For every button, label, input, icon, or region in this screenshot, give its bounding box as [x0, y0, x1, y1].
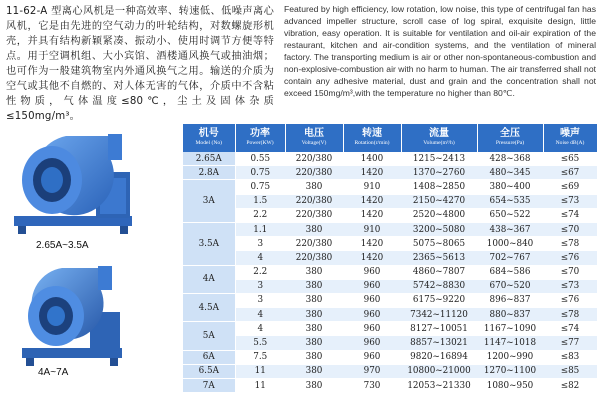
table-cell: 0.75: [235, 166, 285, 180]
table-cell: 380: [285, 180, 343, 194]
model-cell: 2.65A: [183, 152, 235, 166]
table-cell: 380: [285, 222, 343, 236]
column-header-cn: 噪声: [560, 128, 580, 139]
column-header-cn: 电压: [304, 128, 324, 139]
model-cell: 4.5A: [183, 293, 235, 321]
table-cell: 480~345: [477, 166, 543, 180]
table-cell: 3200~5080: [401, 222, 477, 236]
table-cell: 7.5: [235, 350, 285, 364]
table-cell: 1370~2760: [401, 166, 477, 180]
table-row: [183, 336, 597, 350]
table-cell: 1200~990: [477, 350, 543, 364]
table-cell: 6175~9220: [401, 293, 477, 307]
table-cell: 1.1: [235, 222, 285, 236]
table-row: [183, 180, 597, 194]
column-header: [477, 124, 543, 152]
table-cell: 3: [235, 293, 285, 307]
table-cell: 896~837: [477, 293, 543, 307]
table-cell: ≤83: [543, 350, 597, 364]
column-header-cn: 机号: [198, 128, 219, 139]
table-cell: 654~535: [477, 194, 543, 208]
column-header: [401, 124, 477, 152]
table-row: [183, 279, 597, 293]
column-header-cn: 全压: [500, 128, 520, 139]
table-cell: 220/380: [285, 194, 343, 208]
table-cell: 960: [343, 350, 401, 364]
table-cell: 4: [235, 308, 285, 322]
table-row: [183, 293, 597, 307]
table-cell: 2150~4270: [401, 194, 477, 208]
table-cell: 8857~13021: [401, 336, 477, 350]
table-cell: 380: [285, 265, 343, 279]
table-cell: 438~367: [477, 222, 543, 236]
table-cell: 1400: [343, 152, 401, 166]
column-header-en: Pressure(Pa): [495, 140, 525, 146]
table-row: [183, 237, 597, 251]
table-cell: 12053~21330: [401, 379, 477, 393]
table-cell: 8127~10051: [401, 322, 477, 336]
column-header-en: Model (No): [195, 140, 223, 146]
table-cell: ≤65: [543, 152, 597, 166]
table-row: [183, 265, 597, 279]
table-cell: 0.75: [235, 180, 285, 194]
model-cell: 3A: [183, 180, 235, 223]
table-cell: 380: [285, 279, 343, 293]
centrifugal-fan-image-large: [12, 262, 142, 370]
model-cell: 4A: [183, 265, 235, 293]
table-cell: ≤74: [543, 208, 597, 222]
column-header-en: Noise dB(A): [555, 140, 585, 146]
table-cell: 960: [343, 265, 401, 279]
table-cell: 9820~16894: [401, 350, 477, 364]
table-cell: 1420: [343, 237, 401, 251]
table-cell: ≤76: [543, 251, 597, 265]
table-cell: 910: [343, 222, 401, 236]
table-cell: 5.5: [235, 336, 285, 350]
table-cell: 380: [285, 379, 343, 393]
table-cell: ≤67: [543, 166, 597, 180]
column-header: [543, 124, 597, 152]
table-cell: 380: [285, 308, 343, 322]
table-cell: 380: [285, 364, 343, 378]
column-header-en: Rotation(r/min): [354, 140, 390, 146]
table-cell: 2520~4800: [401, 208, 477, 222]
column-header: [343, 124, 401, 152]
column-header-cn: 流量: [429, 128, 449, 139]
table-cell: 5075~8065: [401, 237, 477, 251]
table-cell: 960: [343, 279, 401, 293]
table-cell: 10800~21000: [401, 364, 477, 378]
model-cell: 6A: [183, 350, 235, 364]
model-cell: 7A: [183, 379, 235, 393]
table-cell: 1215~2413: [401, 152, 477, 166]
table-cell: 1408~2850: [401, 180, 477, 194]
table-row: [183, 364, 597, 378]
table-cell: 380: [285, 322, 343, 336]
table-cell: ≤70: [543, 222, 597, 236]
table-cell: 3: [235, 279, 285, 293]
table-cell: 220/380: [285, 208, 343, 222]
model-cell: 6.5A: [183, 364, 235, 378]
table-cell: ≤76: [543, 293, 597, 307]
intro-chinese: 11-62-A 型离心风机是一种高效率、转速低、低噪声离心风机，它是由先进的空气动力的叶轮结构，对数螺旋形机壳，并具有结构新颖紧凑、振动小、使用时调节方便等特点。用于空调机组、大小宾馆、酒楼通风换气或抽油烟；也可作为一般建筑物室内外通风换气之用。输送的介质为空气或其他不自燃的、对人体无害的气体，介质中不含粘性物质，气体温度≤80℃，尘土及固体杂质≤150mg/m³。: [6, 6, 274, 122]
table-cell: 220/380: [285, 237, 343, 251]
table-cell: 1420: [343, 251, 401, 265]
table-cell: 4: [235, 251, 285, 265]
table-cell: 4860~7807: [401, 265, 477, 279]
table-cell: ≤85: [543, 364, 597, 378]
table-row: [183, 166, 597, 180]
table-cell: 7342~11120: [401, 308, 477, 322]
table-cell: ≤74: [543, 322, 597, 336]
table-row: [183, 322, 597, 336]
table-cell: ≤73: [543, 194, 597, 208]
table-cell: 0.55: [235, 152, 285, 166]
table-cell: 1.5: [235, 194, 285, 208]
figure-caption-small: 2.65A~3.5A: [36, 240, 89, 251]
table-cell: 730: [343, 379, 401, 393]
table-row: [183, 308, 597, 322]
table-cell: 2.2: [235, 265, 285, 279]
table-cell: 1080~950: [477, 379, 543, 393]
table-cell: 1420: [343, 208, 401, 222]
table-cell: 670~520: [477, 279, 543, 293]
table-row: [183, 379, 597, 393]
column-header: [235, 124, 285, 152]
table-cell: 650~522: [477, 208, 543, 222]
table-cell: ≤69: [543, 180, 597, 194]
figure-caption-large: 4A~7A: [38, 367, 69, 378]
table-cell: 684~586: [477, 265, 543, 279]
table-row: [183, 350, 597, 364]
table-cell: 5742~8830: [401, 279, 477, 293]
table-row: [183, 208, 597, 222]
intro-english: Featured by high efficiency, low rotation, low noise, this type of centrifugal fan has advanced impeller structure, scroll case of log spiral, exquisite design, little vibration, easy operation. It is suitable for ventilation and oil-air expiration of the restaurant, kitchen and air-condition systems, and the ventilation of mineral factory. The transporting medium is air or other non-spontaneous-combustion and non-explosive-combustion air with no harm to human. The air transferred shall not contain any adhesive material, dust and grain and the concentration shall not exceed 150mg/m³,with the temperature no higher than 80℃.: [284, 4, 596, 98]
table-cell: 2.2: [235, 208, 285, 222]
table-cell: 1000~840: [477, 237, 543, 251]
centrifugal-fan-image-small: [8, 128, 158, 240]
fan-spec-table: [183, 124, 598, 393]
column-header-en: Volume(m³/h): [423, 140, 455, 146]
model-cell: 2.8A: [183, 166, 235, 180]
table-cell: 1270~1100: [477, 364, 543, 378]
table-cell: 4: [235, 322, 285, 336]
table-cell: ≤78: [543, 237, 597, 251]
column-header-en: Power(KW): [246, 140, 274, 146]
table-cell: ≤82: [543, 379, 597, 393]
column-header: [285, 124, 343, 152]
table-cell: 880~837: [477, 308, 543, 322]
table-cell: 220/380: [285, 166, 343, 180]
table-cell: 1147~1018: [477, 336, 543, 350]
table-row: [183, 152, 597, 166]
table-cell: 380: [285, 293, 343, 307]
table-row: [183, 251, 597, 265]
table-cell: ≤70: [543, 265, 597, 279]
column-header-cn: 转速: [362, 128, 382, 139]
table-cell: 910: [343, 180, 401, 194]
table-cell: 220/380: [285, 152, 343, 166]
table-cell: 380: [285, 350, 343, 364]
table-cell: 11: [235, 364, 285, 378]
column-header-cn: 功率: [250, 128, 270, 139]
model-cell: 3.5A: [183, 222, 235, 265]
table-cell: 380: [285, 336, 343, 350]
table-cell: 1420: [343, 194, 401, 208]
table-row: [183, 194, 597, 208]
table-cell: 380~400: [477, 180, 543, 194]
table-row: [183, 222, 597, 236]
table-cell: 1420: [343, 166, 401, 180]
table-cell: 220/380: [285, 251, 343, 265]
table-cell: 960: [343, 293, 401, 307]
table-cell: 1167~1090: [477, 322, 543, 336]
table-body: [183, 152, 597, 393]
table-cell: 960: [343, 308, 401, 322]
table-cell: 11: [235, 379, 285, 393]
table-cell: 970: [343, 364, 401, 378]
column-header: [183, 124, 235, 152]
table-cell: ≤73: [543, 279, 597, 293]
table-cell: ≤77: [543, 336, 597, 350]
table-cell: 702~767: [477, 251, 543, 265]
table-cell: 428~368: [477, 152, 543, 166]
model-cell: 5A: [183, 322, 235, 350]
table-cell: 960: [343, 336, 401, 350]
table-header-row: [183, 124, 597, 152]
table-cell: ≤78: [543, 308, 597, 322]
column-header-en: Voltage(V): [301, 140, 327, 146]
table-cell: 2365~5613: [401, 251, 477, 265]
table-cell: 3: [235, 237, 285, 251]
table-cell: 960: [343, 322, 401, 336]
